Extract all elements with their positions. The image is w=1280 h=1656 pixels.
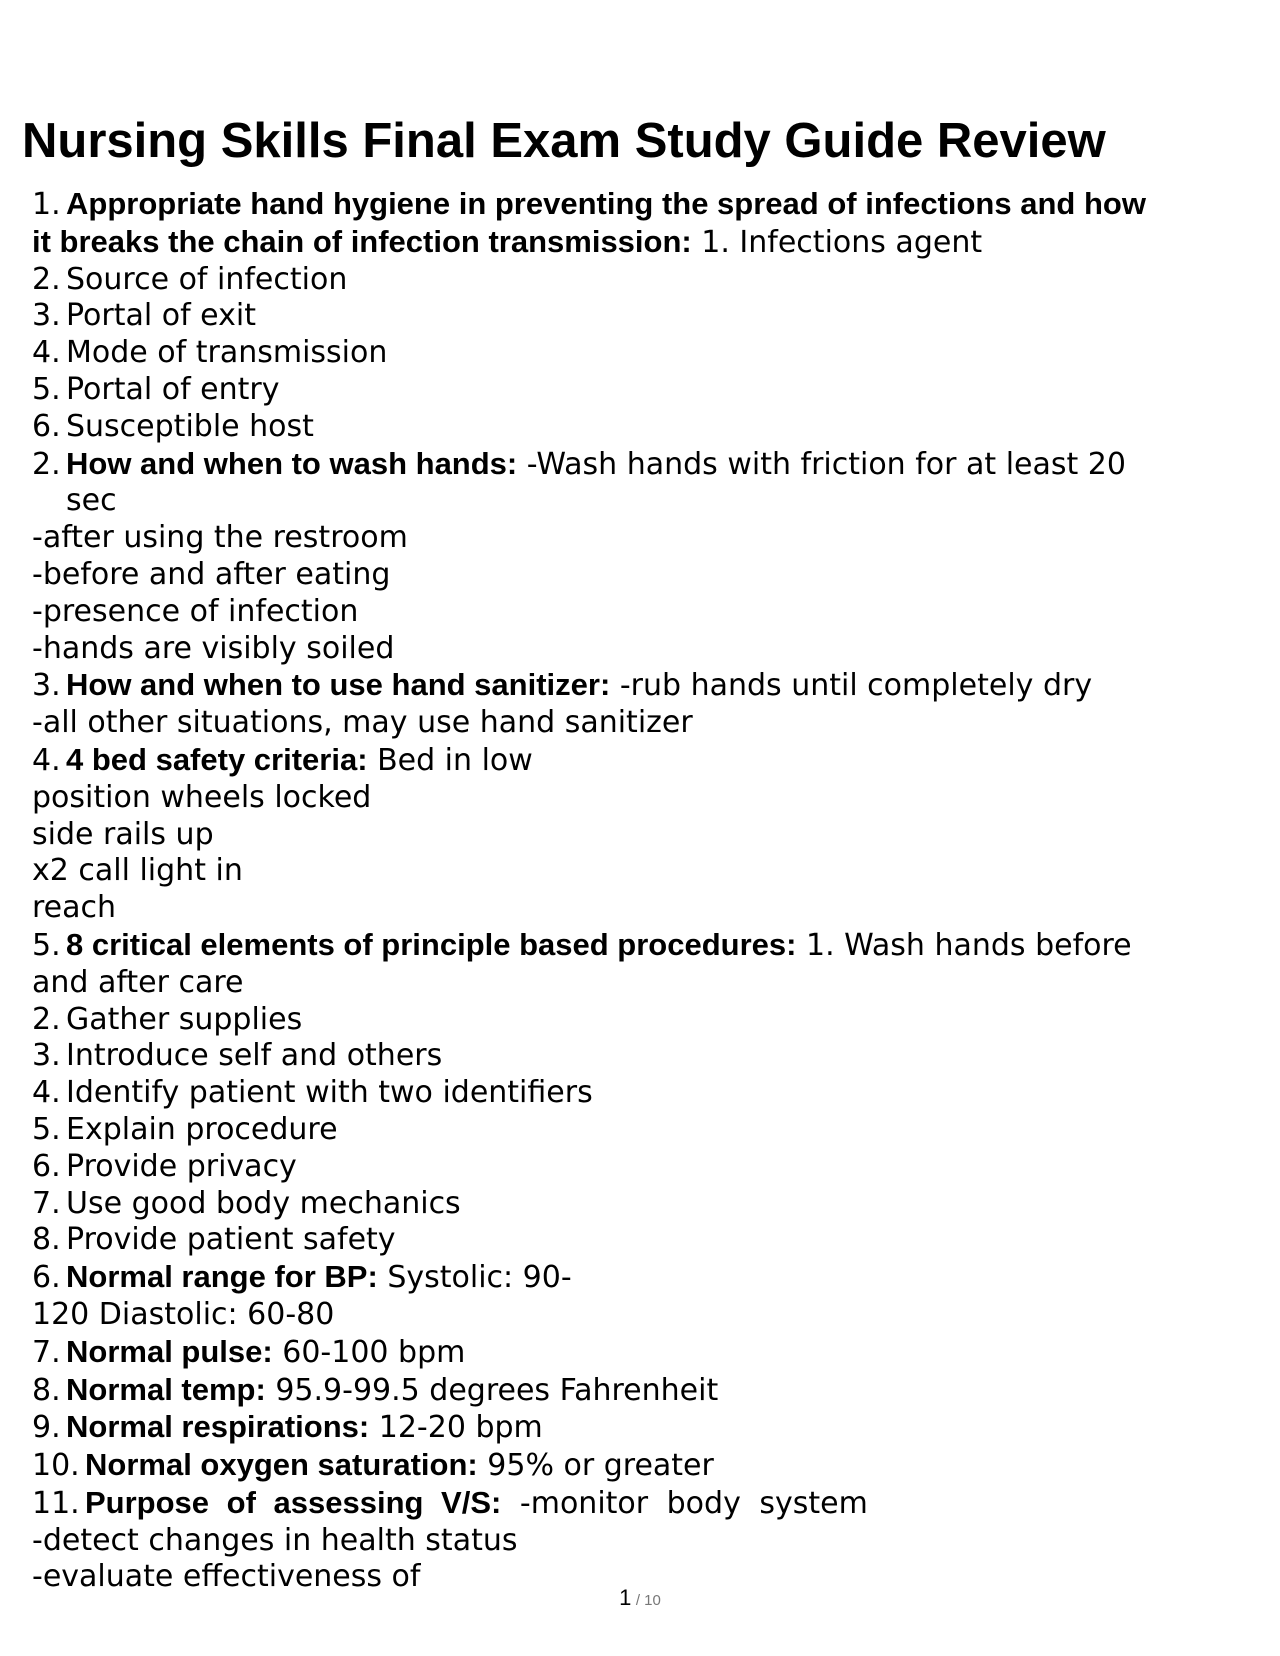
- answer-line: -before and after eating: [32, 556, 391, 592]
- list-text: Portal of entry: [66, 371, 280, 407]
- list-item: [32, 1222, 1252, 1259]
- list-item: [32, 335, 1252, 372]
- item-question: Normal oxygen saturation:: [85, 1447, 478, 1483]
- list-number: 4.: [32, 335, 61, 371]
- item-question: Normal temp:: [66, 1371, 266, 1407]
- item-11-heading: [32, 1485, 1252, 1523]
- list-text: Use good body mechanics: [66, 1185, 461, 1221]
- list-number: 4.: [32, 1075, 61, 1111]
- item-number: 6.: [32, 1260, 61, 1296]
- item-answer: 1. Wash hands before: [796, 927, 1132, 963]
- list-text: Provide privacy: [66, 1148, 297, 1184]
- item-answer: 95.9-99.5 degrees Fahrenheit: [265, 1372, 719, 1408]
- item-1-heading-cont: [32, 224, 1252, 262]
- list-text: Explain procedure: [66, 1111, 338, 1147]
- item-answer: 1. Infections agent: [691, 224, 983, 260]
- item-answer: -rub hands until completely dry: [610, 668, 1093, 704]
- item-number: 11.: [32, 1485, 80, 1521]
- answer-line: -hands are visibly soiled: [32, 630, 395, 666]
- list-number: 6.: [32, 1148, 61, 1184]
- list-text: Provide patient safety: [66, 1222, 396, 1258]
- answer-line: x2 call light in: [32, 853, 243, 889]
- item-question: Appropriate hand hygiene in preventing the spread of infections and how: [66, 186, 1146, 221]
- item-number: 2.: [32, 446, 61, 482]
- answer-line: -after using the restroom: [32, 520, 408, 556]
- item-answer: Systolic: 90-: [377, 1260, 572, 1296]
- item-number: 3.: [32, 668, 61, 704]
- list-item: [32, 1075, 1252, 1112]
- list-text: Gather supplies: [66, 1001, 303, 1037]
- list-text: Identify patient with two identifiers: [66, 1075, 593, 1111]
- item-8-heading: [32, 1372, 1252, 1410]
- list-item: [32, 409, 1252, 446]
- item-question: it breaks the chain of infection transmission:: [32, 223, 692, 259]
- list-number: 2.: [32, 261, 61, 297]
- list-number: 3.: [32, 298, 61, 334]
- item-number: 10.: [32, 1448, 80, 1484]
- list-item: [32, 1149, 1252, 1186]
- answer-line: -detect changes in health status: [32, 1522, 518, 1558]
- item-9-heading: [32, 1409, 1252, 1447]
- item-2-heading: [32, 446, 1252, 484]
- item-number: 4.: [32, 742, 61, 778]
- item-question: Normal respirations:: [66, 1409, 370, 1445]
- item-number: 1.: [32, 187, 61, 222]
- item-10-heading: [32, 1447, 1252, 1485]
- list-item: [32, 1038, 1252, 1075]
- list-item: [32, 372, 1252, 409]
- list-item: [32, 262, 1252, 299]
- item-question: Normal range for BP:: [66, 1259, 378, 1295]
- answer-line: -evaluate effectiveness of: [32, 1559, 421, 1595]
- list-number: 3.: [32, 1038, 61, 1074]
- list-number: 2.: [32, 1001, 61, 1037]
- answer-line: side rails up: [32, 816, 214, 852]
- list-number: 6.: [32, 408, 61, 444]
- item-answer: Bed in low: [367, 742, 533, 778]
- item-answer: 12-20 bpm: [369, 1410, 543, 1446]
- list-text: Portal of exit: [66, 298, 256, 334]
- list-text: Susceptible host: [66, 408, 314, 444]
- list-number: 5.: [32, 1111, 61, 1147]
- item-6-heading: [32, 1259, 1252, 1297]
- current-page-number: 1: [619, 1585, 632, 1610]
- item-3-heading: [32, 667, 1252, 705]
- item-number: 5.: [32, 927, 61, 963]
- list-item: [32, 1186, 1252, 1223]
- list-text: Introduce self and others: [66, 1038, 443, 1074]
- list-text: Source of infection: [66, 261, 348, 297]
- item-answer-cont: 120 Diastolic: 60-80: [32, 1296, 335, 1332]
- item-answer: 95% or greater: [477, 1448, 714, 1484]
- item-number: 8.: [32, 1372, 61, 1408]
- item-5-heading: [32, 927, 1252, 965]
- answer-line: position wheels locked: [32, 779, 372, 815]
- item-1-heading: [32, 186, 1252, 224]
- list-number: 8.: [32, 1222, 61, 1258]
- list-item: [32, 1112, 1252, 1149]
- answer-line: reach: [32, 890, 117, 926]
- item-question: How and when to wash hands:: [66, 445, 518, 481]
- item-answer-cont: sec: [66, 483, 117, 519]
- page-title: Nursing Skills Final Exam Study Guide Review: [22, 114, 1106, 168]
- item-number: 7.: [32, 1334, 61, 1370]
- item-question: Normal pulse:: [66, 1333, 273, 1369]
- item-question: Purpose of assessing V/S:: [85, 1484, 502, 1520]
- list-text: Mode of transmission: [66, 335, 388, 371]
- item-question: 4 bed safety criteria:: [66, 741, 368, 777]
- list-number: 5.: [32, 371, 61, 407]
- item-number: 9.: [32, 1410, 61, 1446]
- answer-line: -all other situations, may use hand sanitizer: [32, 705, 693, 741]
- item-question: 8 critical elements of principle based procedures:: [66, 926, 797, 962]
- item-question: How and when to use hand sanitizer:: [66, 667, 611, 703]
- list-item: [32, 298, 1252, 335]
- answer-line: -presence of infection: [32, 593, 359, 629]
- study-guide-content: [32, 186, 1252, 1596]
- item-answer: -monitor body system: [501, 1485, 868, 1521]
- item-answer: 60-100 bpm: [272, 1334, 466, 1370]
- item-7-heading: [32, 1334, 1252, 1372]
- total-pages: / 10: [635, 1592, 661, 1609]
- page-indicator: [0, 1585, 1280, 1611]
- item-answer-cont: and after care: [32, 964, 244, 1000]
- item-4-heading: [32, 742, 1252, 780]
- list-item: [32, 1002, 1252, 1039]
- list-number: 7.: [32, 1185, 61, 1221]
- item-answer: -Wash hands with friction for at least 20: [517, 446, 1126, 482]
